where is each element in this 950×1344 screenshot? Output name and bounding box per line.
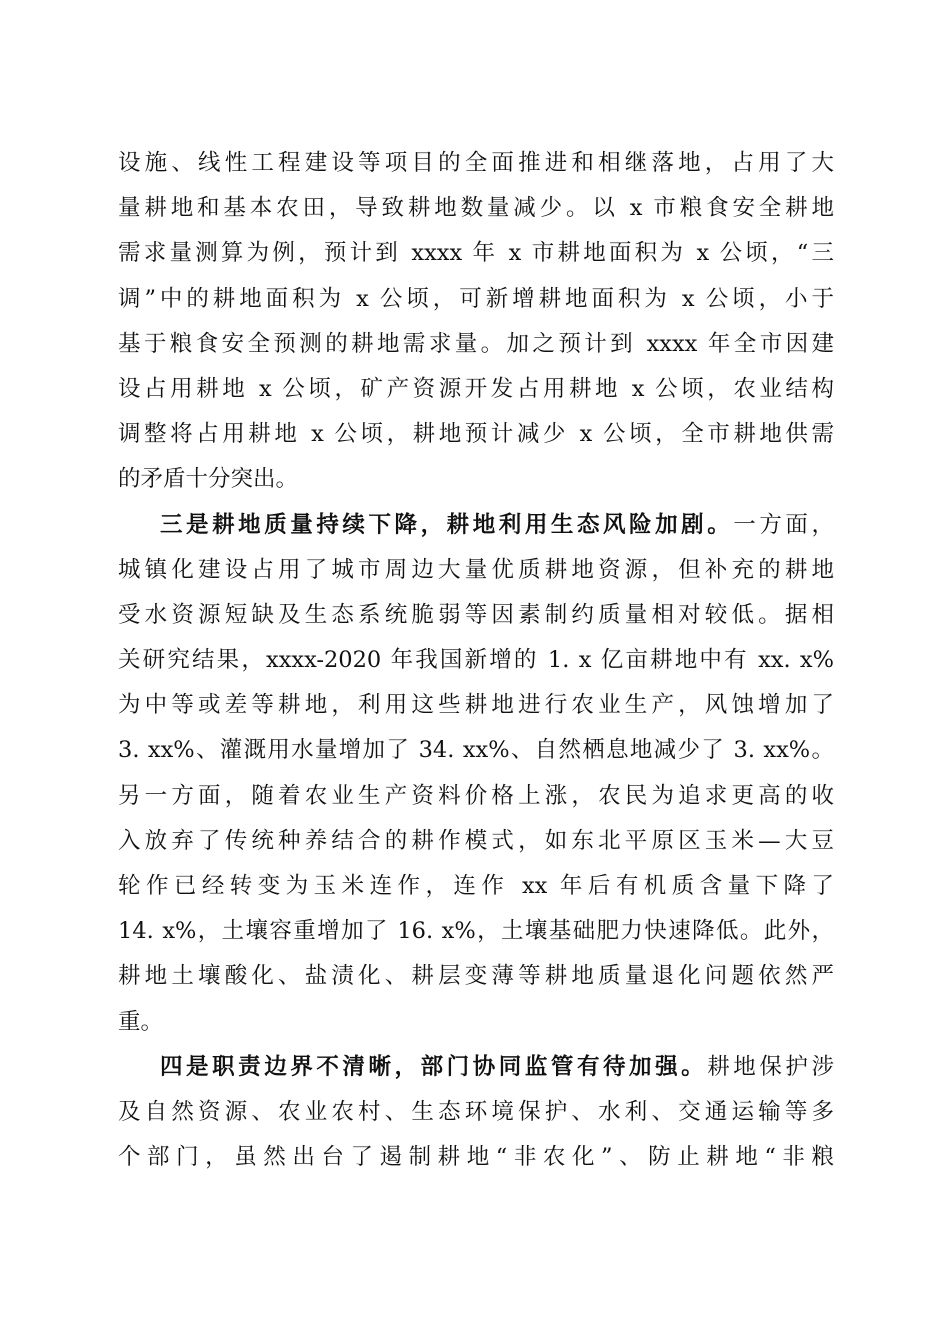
text-fragment: 一方面， [733, 511, 834, 538]
text-line [118, 1045, 834, 1090]
text-line: 量耕地和基本农田，导致耕地数量减少。以 x 市粮食安全耕地 [118, 195, 834, 222]
text-line: 受水资源短缺及生态系统脆弱等因素制约质量相对较低。据相 [118, 601, 834, 628]
paragraph-2 [118, 503, 834, 1045]
text-line: 及自然资源、农业农村、生态环境保护、水利、交通运输等多 [118, 1098, 834, 1125]
text-line: 调整将占用耕地 x 公顷，耕地预计减少 x 公顷，全市耕地供需 [118, 421, 834, 448]
text-line: 的矛盾十分突出。 [118, 466, 299, 493]
paragraph-heading: 三是耕地质量持续下降，耕地利用生态风险加剧。 [160, 511, 734, 538]
text-line: 基于粮食安全预测的耕地需求量。加之预计到 xxxx 年全市因建 [118, 330, 834, 357]
text-line: 14. x%，土壤容重增加了 16. x%，土壤基础肥力快速降低。此外， [118, 918, 834, 945]
text-line: 关研究结果，xxxx-2020 年我国新增的 1. x 亿亩耕地中有 xx. x% [118, 647, 834, 674]
text-line: 为中等或差等耕地，利用这些耕地进行农业生产，风蚀增加了 [118, 692, 834, 719]
paragraph-heading: 四是职责边界不清晰，部门协同监管有待加强。 [160, 1053, 708, 1080]
text-line: 3. xx%、灌溉用水量增加了 34. xx%、自然栖息地减少了 3. xx%。 [118, 737, 834, 764]
text-line: 耕地土壤酸化、盐渍化、耕层变薄等耕地质量退化问题依然严 [118, 963, 834, 990]
text-line: 另一方面，随着农业生产资料价格上涨，农民为追求更高的收 [118, 782, 834, 809]
text-line: 设占用耕地 x 公顷，矿产资源开发占用耕地 x 公顷，农业结构 [118, 375, 834, 402]
document-body [118, 141, 834, 1180]
text-line: 个部门，虽然出台了遏制耕地“非农化”、防止耕地“非粮 [118, 1144, 834, 1171]
text-line [118, 503, 834, 548]
paragraph-3 [118, 1045, 834, 1181]
text-fragment: 耕地保护涉 [707, 1053, 834, 1080]
text-line: 入放弃了传统种养结合的耕作模式，如东北平原区玉米—大豆 [118, 827, 834, 854]
text-line: 设施、线性工程建设等项目的全面推进和相继落地，占用了大 [118, 150, 834, 176]
paragraph-1 [118, 141, 834, 503]
text-line: 调”中的耕地面积为 x 公顷，可新增耕地面积为 x 公顷，小于 [118, 285, 834, 312]
text-line: 重。 [118, 1008, 164, 1035]
text-line: 城镇化建设占用了城市周边大量优质耕地资源，但补充的耕地 [118, 556, 834, 583]
text-line: 轮作已经转变为玉米连作，连作 xx 年后有机质含量下降了 [118, 873, 834, 899]
text-line: 需求量测算为例，预计到 xxxx 年 x 市耕地面积为 x 公顷，“三 [118, 240, 834, 267]
